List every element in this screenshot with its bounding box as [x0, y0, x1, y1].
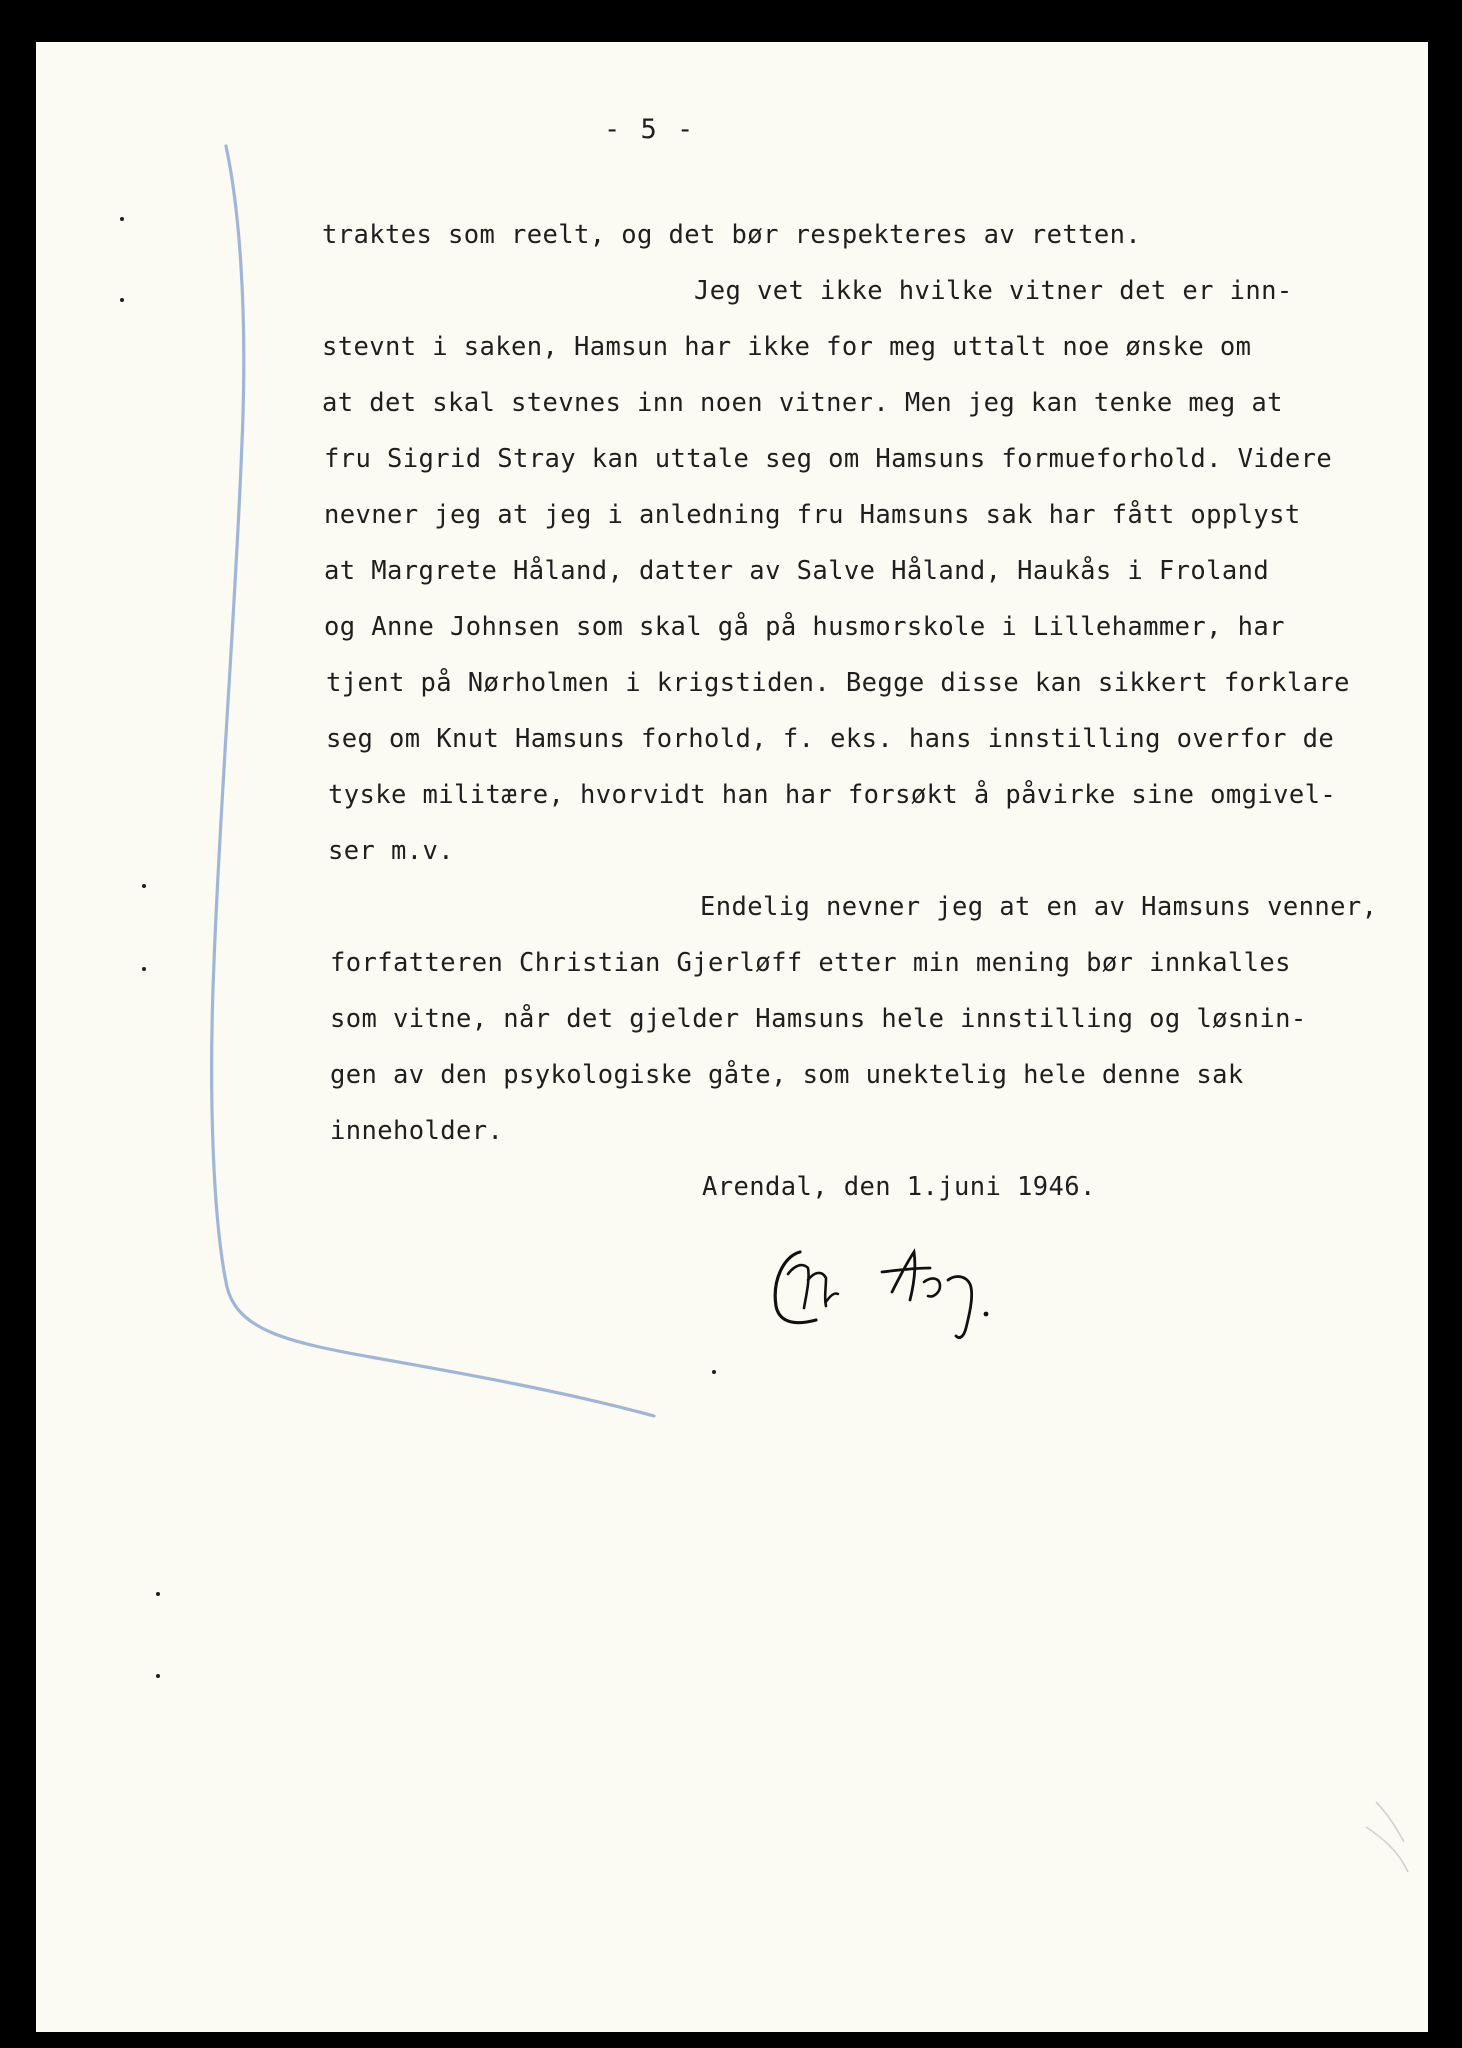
typed-text-body	[36, 42, 1428, 2032]
text-line: seg om Knut Hamsuns forhold, f. eks. hans innstilling overfor de	[326, 724, 1335, 754]
text-line: og Anne Johnsen som skal gå på husmorskole i Lillehammer, har	[324, 612, 1285, 642]
text-line: inneholder.	[330, 1116, 504, 1146]
text-line: gen av den psykologiske gåte, som unektelig hele denne sak	[330, 1060, 1244, 1090]
text-line: tyske militære, hvorvidt han har forsøkt å påvirke sine omgivel-	[328, 780, 1337, 810]
document-page	[36, 42, 1428, 2032]
text-line: traktes som reelt, og det bør respekteres av retten.	[322, 220, 1142, 250]
text-line: ser m.v.	[328, 836, 455, 866]
handwritten-signature	[764, 1222, 1064, 1352]
text-line: Endelig nevner jeg at en av Hamsuns venner,	[700, 892, 1378, 922]
text-line: at det skal stevnes inn noen vitner. Men jeg kan tenke meg at	[322, 388, 1283, 418]
page-number: - 5 -	[604, 114, 696, 145]
text-line: fru Sigrid Stray kan uttale seg om Hamsuns formueforhold. Videre	[324, 444, 1333, 474]
date-line: Arendal, den 1.juni 1946.	[702, 1172, 1096, 1202]
text-line: stevnt i saken, Hamsun har ikke for meg uttalt noe ønske om	[322, 332, 1252, 362]
text-line: Jeg vet ikke hvilke vitner det er inn-	[694, 276, 1293, 306]
text-line: forfatteren Christian Gjerløff etter min mening bør innkalles	[330, 948, 1291, 978]
text-line: tjent på Nørholmen i krigstiden. Begge disse kan sikkert forklare	[326, 668, 1350, 698]
text-line: at Margrete Håland, datter av Salve Håland, Haukås i Froland	[324, 556, 1270, 586]
text-line: som vitne, når det gjelder Hamsuns hele innstilling og løsnin-	[330, 1004, 1307, 1034]
text-line: nevner jeg at jeg i anledning fru Hamsuns sak har fått opplyst	[324, 500, 1301, 530]
